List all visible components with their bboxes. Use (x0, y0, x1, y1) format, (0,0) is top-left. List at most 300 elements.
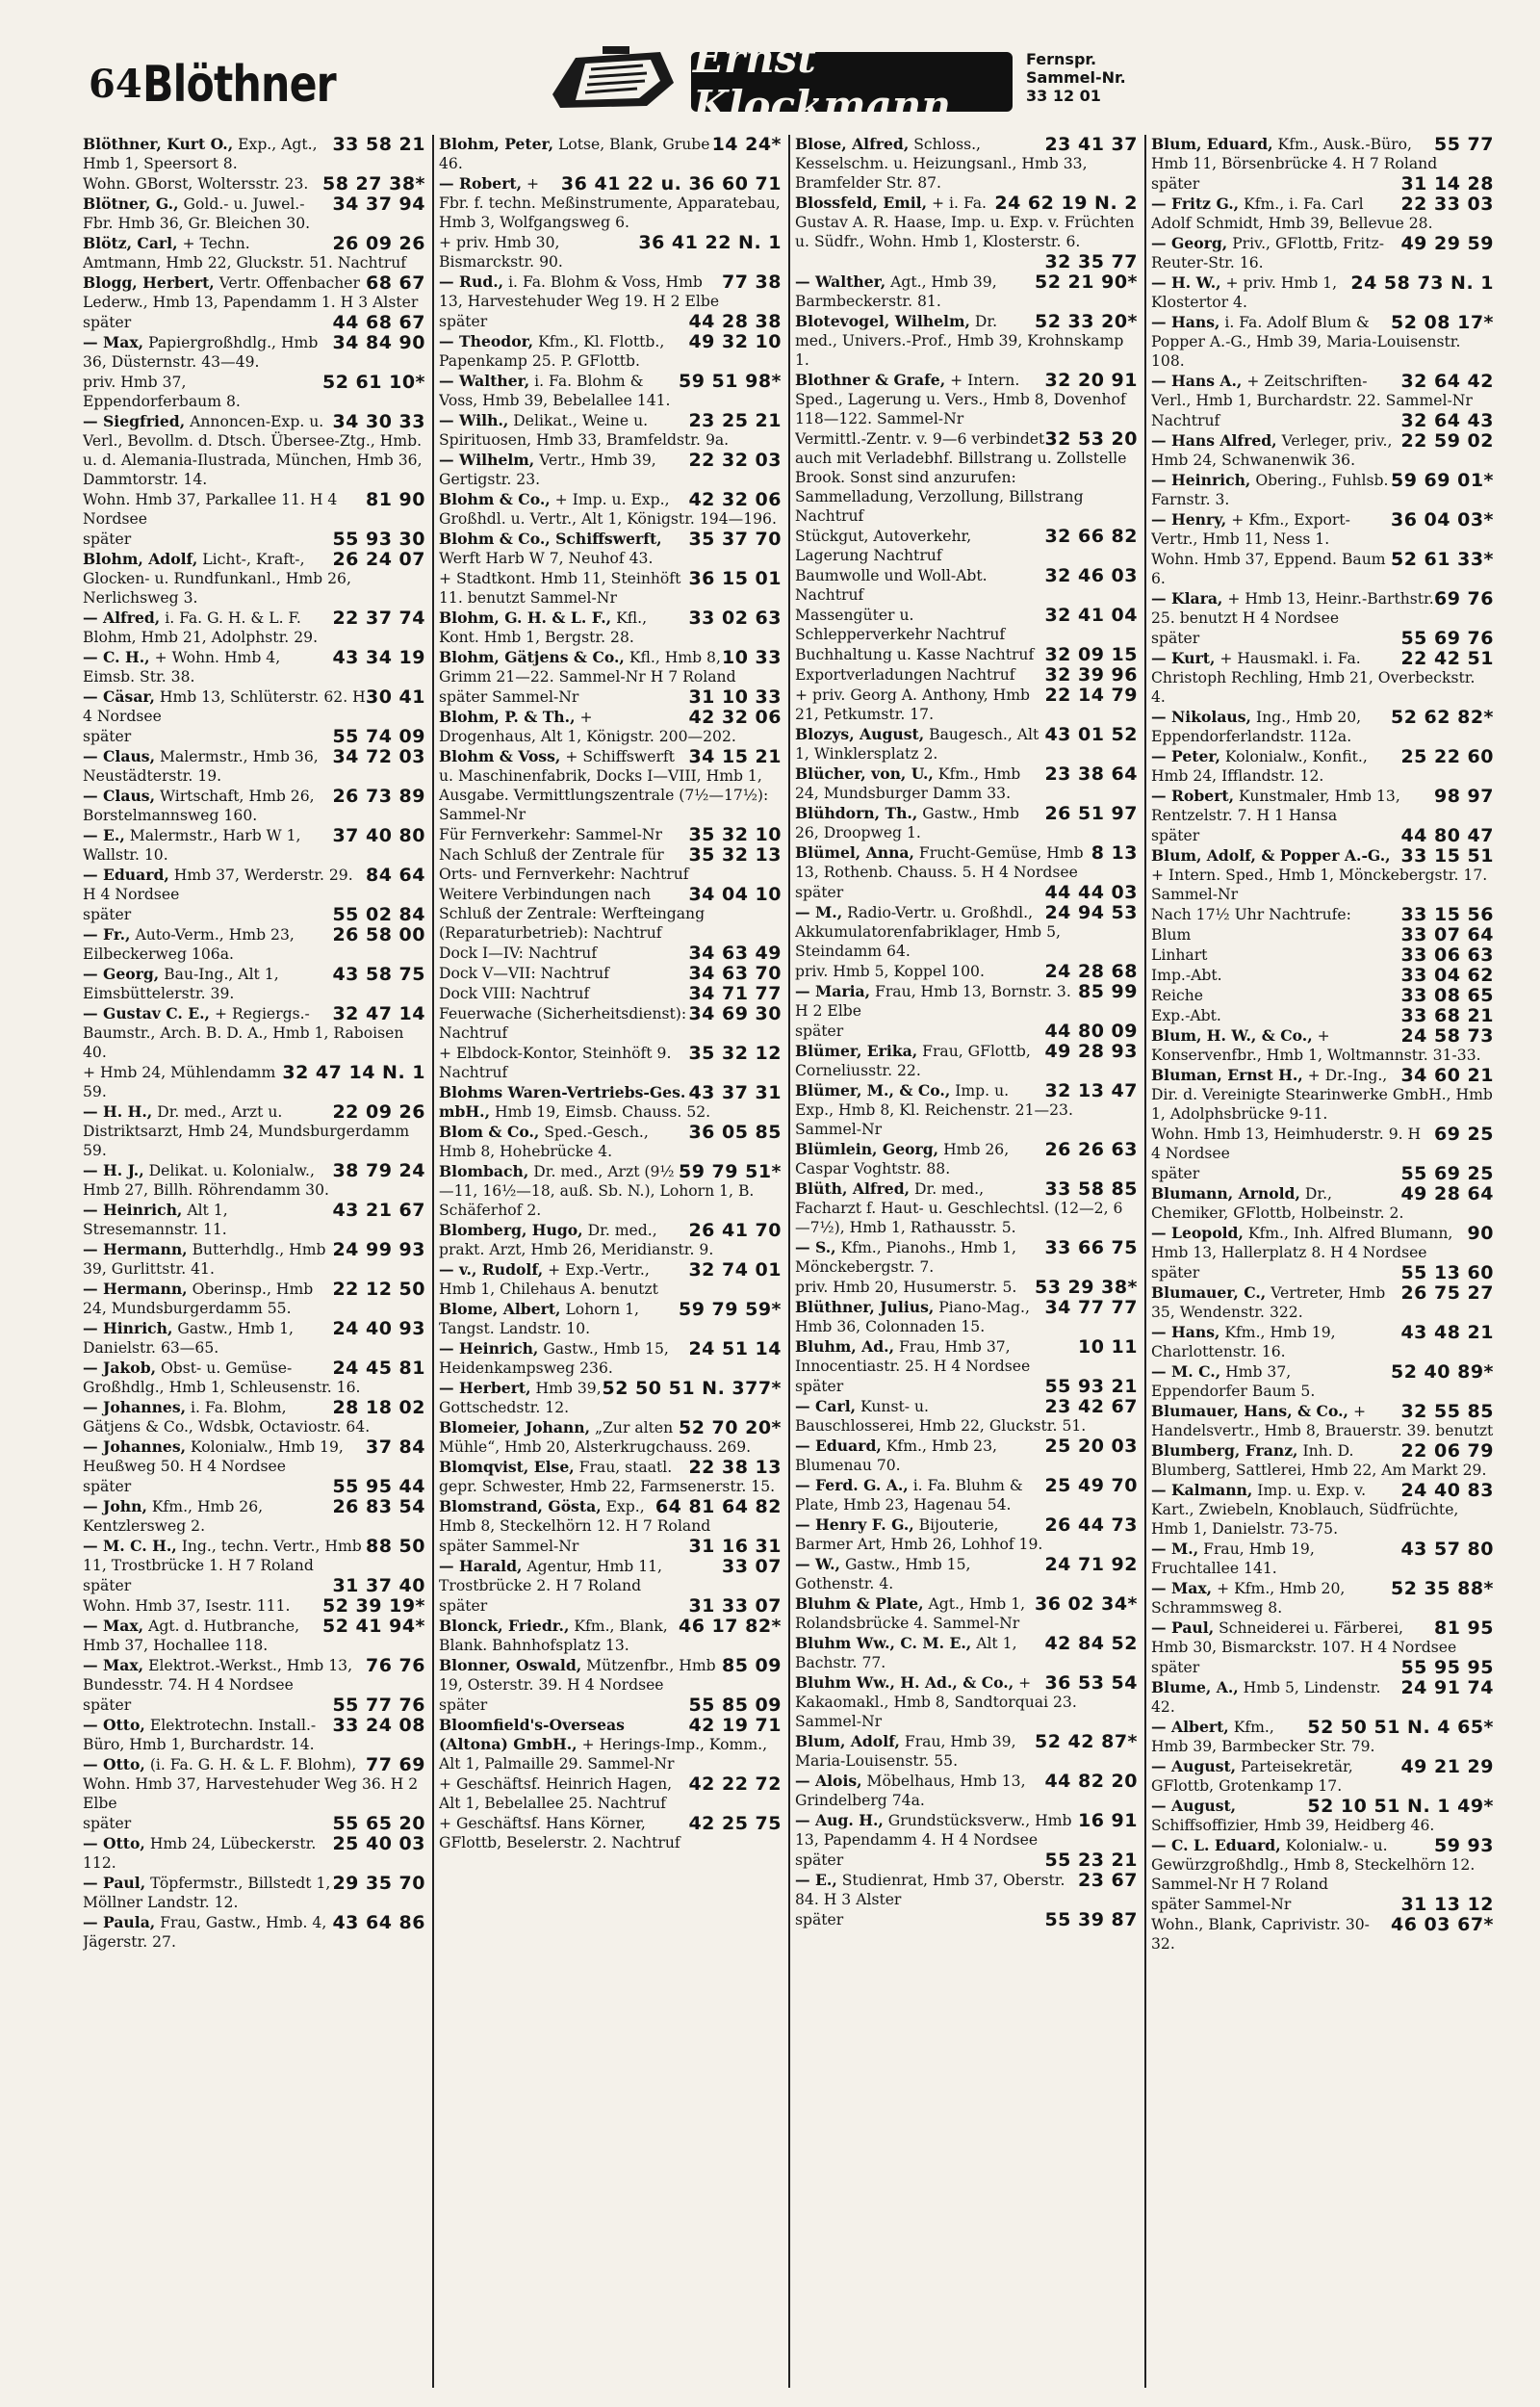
directory-entry (795, 1851, 1138, 1870)
entry-details: + Schiffswerft u. Maschinenfabrik, Docks I—VIII, Hmb 1, Ausgabe. Vermittlungszentrale (7½—17½): Sammel-Nr (439, 748, 769, 823)
directory-entry (439, 1596, 782, 1616)
directory-entry (1151, 1836, 1494, 1894)
phone-number: 36 05 85 (688, 1122, 782, 1143)
phone-number: 26 58 00 (332, 924, 425, 945)
phone-number: 30 41 (366, 686, 425, 708)
phone-number: 44 82 20 (1044, 1771, 1138, 1792)
phone-number: 49 28 64 (1400, 1183, 1494, 1204)
phone-number: 35 32 12 (688, 1043, 782, 1064)
entry-details: Papiergroßhdlg., Hmb 36, Düsternstr. 43—49. (83, 334, 319, 371)
entry-name: — Georg, (1151, 234, 1228, 252)
phone-number: 25 49 70 (1044, 1475, 1138, 1496)
phone-number: 55 65 20 (332, 1813, 425, 1834)
entry-name: — Heinrich, (83, 1201, 183, 1219)
phone-number: 43 58 75 (332, 964, 425, 985)
entry-details: Inh. D. Blumberg, Sattlerei, Hmb 22, Am Markt 29. (1151, 1442, 1487, 1479)
entry-details: Kolonialw., Hmb 19, Heußweg 50. H 4 Nordsee (83, 1438, 344, 1475)
phone-number: 52 41 94* (322, 1616, 425, 1637)
entry-name: — Hans, (1151, 1323, 1220, 1341)
directory-entry (795, 1397, 1138, 1436)
entry-name: Blothner & Grafe, (795, 371, 946, 389)
phone-number: 26 51 97 (1044, 803, 1138, 824)
entry-details: Kfm., Pianohs., Hmb 1, Mönckebergstr. 7. (795, 1239, 1016, 1276)
phone-number: 32 47 14 N. 1 (282, 1062, 425, 1083)
phone-number: 32 47 14 (332, 1003, 425, 1024)
ad-phone-number: 33 12 01 (1026, 87, 1101, 105)
directory-entry (1151, 273, 1494, 312)
entry-name: — Nikolaus, (1151, 708, 1251, 726)
entry-details: Hmb 26, Caspar Voghtstr. 88. (795, 1141, 1010, 1178)
directory-entry (795, 982, 1138, 1021)
phone-number: 34 77 77 (1044, 1297, 1138, 1318)
directory-entry (1151, 945, 1494, 965)
phone-number: 52 08 17* (1391, 312, 1494, 333)
phone-number: 24 58 73 N. 1 (1350, 272, 1494, 294)
phone-number: 43 48 21 (1400, 1322, 1494, 1343)
entry-name: — Johannes, (83, 1398, 187, 1416)
directory-entry (1151, 925, 1494, 945)
phone-number: 33 06 63 (1400, 945, 1494, 966)
directory-entry (83, 412, 425, 489)
directory-entry (439, 687, 782, 707)
directory-entry (83, 234, 425, 272)
directory-entry (83, 135, 425, 173)
phone-number: 34 63 70 (688, 963, 782, 984)
phone-number: 34 63 49 (688, 943, 782, 964)
entry-details: + Hmb 13, Heinr.-Barthstr. 25. benutzt H 4 Nordsee (1151, 590, 1434, 627)
directory-entry (795, 1871, 1138, 1909)
directory-entry (1151, 649, 1494, 707)
phone-number: 31 13 12 (1400, 1894, 1494, 1915)
entry-name: — M. C. H., (83, 1537, 177, 1555)
directory-entry (1151, 1678, 1494, 1717)
entry-name: Blohm, G. H. & L. F., (439, 608, 612, 627)
directory-entry (1151, 550, 1494, 588)
entry-name: — Claus, (83, 787, 156, 805)
directory-entry (795, 252, 1138, 272)
directory-entry (439, 411, 782, 450)
entry-name: — Herbert, (439, 1379, 531, 1397)
entry-name: Blühdorn, Th., (795, 804, 918, 822)
directory-entry (83, 826, 425, 865)
entry-details: Kfm., Hmb 24, Mundsburger Damm 33. (795, 765, 1021, 802)
entry-details: Exp.-Abt. (1151, 1007, 1221, 1024)
page-number: 64 (89, 62, 142, 107)
directory-entry (439, 1004, 782, 1043)
entry-name: Blomberg, Hugo, (439, 1221, 583, 1239)
phone-number: 55 93 30 (332, 529, 425, 550)
entry-details: später (439, 313, 488, 330)
entry-details: Massengüter u. Schlepperverkehr Nachtruf (795, 607, 1006, 643)
entry-name: — Cäsar, (83, 687, 155, 706)
entry-name: Blomstrand, Gösta, (439, 1497, 602, 1515)
entry-name: — M., (795, 903, 843, 921)
phone-number: 55 39 87 (1044, 1909, 1138, 1930)
entry-details: Lohorn 1, Tangst. Landstr. 10. (439, 1301, 639, 1337)
directory-entry (83, 1004, 425, 1062)
entry-details: Exp., Agt., Hmb 1, Speersort 8. (83, 136, 318, 172)
phone-number: 68 67 (366, 272, 425, 294)
entry-details: Baumwolle und Woll-Abt. Nachtruf (795, 567, 988, 604)
directory-entry (83, 1102, 425, 1160)
entry-details: Ing., Hmb 20, Eppendorferlandstr. 112a. (1151, 709, 1362, 745)
entry-details: + Geschäftsf. Heinrich Hagen, Alt 1, Bebelallee 25. Nachtruf (439, 1775, 673, 1812)
entry-name: — August, (1151, 1757, 1237, 1775)
directory-entry (83, 905, 425, 924)
directory-entry (439, 312, 782, 331)
directory-entry (1151, 1125, 1494, 1163)
directory-entry (83, 174, 425, 194)
entry-details: Priv., GFlottb, Fritz-Reuter-Str. 16. (1151, 235, 1385, 272)
entry-details: + priv. Hmb 1, Klostertor 4. (1151, 274, 1338, 311)
directory-entry (439, 135, 782, 173)
phone-number: 44 80 47 (1400, 825, 1494, 846)
entry-name: Bluman, Ernst H., (1151, 1066, 1303, 1084)
directory-entry (795, 1337, 1138, 1376)
entry-details: „Zur alten Mühle“, Hmb 20, Alsterkrugchauss. 269. (439, 1419, 752, 1456)
directory-entry (795, 1515, 1138, 1554)
directory-entry (439, 530, 782, 568)
entry-name: — Heinrich, (439, 1339, 539, 1358)
entry-details: Frau, Hmb 13, Bornstr. 3. H 2 Elbe (795, 983, 1071, 1020)
entry-name: — Hinrich, (83, 1319, 173, 1337)
phone-number: 64 81 64 82 (654, 1496, 782, 1517)
entry-details: Dr., Chemiker, GFlottb, Holbeinstr. 2. (1151, 1185, 1404, 1222)
entry-name: Blum, Eduard, (1151, 135, 1273, 153)
directory-entry (795, 764, 1138, 803)
entry-details: später (83, 314, 132, 331)
column-2 (439, 135, 782, 2388)
entry-details: Hmb 24, Lübeckerstr. 112. (83, 1835, 317, 1872)
entry-name: — Robert, (439, 174, 523, 193)
entry-details: Wohn., Blank, Caprivistr. 30-32. (1151, 1916, 1370, 1953)
ad-phone-label: Fernspr. (1026, 50, 1097, 68)
entry-details: Agentur, Hmb 11, Trostbrücke 2. H 7 Roland (439, 1558, 663, 1594)
entry-name: — M. C., (1151, 1362, 1221, 1381)
phone-number: 32 55 85 (1400, 1401, 1494, 1422)
phone-number: 58 27 38* (322, 173, 425, 194)
phone-number: 85 09 (722, 1655, 782, 1676)
phone-number: 43 21 67 (332, 1200, 425, 1221)
phone-number: 22 59 02 (1400, 430, 1494, 452)
entry-name: — W., (795, 1555, 840, 1573)
directory-entry (1151, 708, 1494, 746)
entry-details: + Exp.-Vertr., Hmb 1, Chilehaus A. benutzt (439, 1261, 658, 1298)
directory-entry (795, 804, 1138, 842)
entry-name: Blonck, Friedr., (439, 1617, 570, 1635)
phone-number: 26 41 70 (688, 1220, 782, 1241)
entry-name: — Max, (83, 1656, 144, 1674)
directory-entry (83, 273, 425, 312)
phone-number: 52 10 51 N. 1 49* (1307, 1796, 1494, 1817)
phone-number: 31 10 33 (688, 686, 782, 708)
directory-columns (83, 135, 1527, 2388)
entry-details: später Sammel-Nr (439, 1538, 579, 1555)
phone-number: 33 66 75 (1044, 1237, 1138, 1258)
entry-details: Studienrat, Hmb 37, Oberstr. 84. H 3 Alster (795, 1872, 1065, 1908)
entry-name: — Robert, (1151, 787, 1235, 805)
entry-details: Stückgut, Autoverkehr, Lagerung Nachtruf (795, 528, 972, 564)
phone-number: 33 24 08 (332, 1715, 425, 1736)
entry-details: Nach 17½ Uhr Nachtrufe: (1151, 906, 1351, 923)
entry-name: — H. H., (83, 1102, 153, 1121)
directory-entry (795, 371, 1138, 428)
entry-name: Blozys, August, (795, 725, 925, 743)
phone-number: 55 23 21 (1044, 1850, 1138, 1871)
entry-name: — E., (83, 826, 125, 844)
entry-details: Hmb 19, Eimsb. Chauss. 52. (494, 1103, 711, 1121)
entry-name: Blumann, Arnold, (1151, 1184, 1300, 1203)
entry-name: Blome, Albert, (439, 1300, 561, 1318)
entry-details: + Dr.-Ing., Dir. d. Vereinigte Stearinwerke GmbH., Hmb 1, Adolphsbrücke 9-11. (1151, 1067, 1493, 1123)
entry-details: Kunst- u. Bauschlosserei, Hmb 22, Gluckstr. 51. (795, 1398, 1087, 1435)
entry-name: Blumauer, C., (1151, 1283, 1267, 1302)
phone-number: 22 38 13 (688, 1457, 782, 1478)
entry-name: — Paul, (1151, 1618, 1215, 1637)
phone-number: 25 22 60 (1400, 746, 1494, 767)
directory-entry (795, 686, 1138, 724)
entry-name: — H. J., (83, 1161, 144, 1179)
phone-number: 24 45 81 (332, 1358, 425, 1379)
phone-number: 43 34 19 (332, 647, 425, 668)
entry-name: Bluhm & Plate, (795, 1594, 924, 1613)
entry-name: — Theodor, (439, 332, 534, 350)
directory-entry (795, 135, 1138, 193)
directory-entry (83, 1617, 425, 1655)
entry-details: später Sammel-Nr (439, 688, 579, 706)
phone-number: 26 75 27 (1400, 1282, 1494, 1304)
directory-entry (83, 1437, 425, 1476)
phone-number: 33 04 62 (1400, 965, 1494, 986)
entry-details: Vertr. Offenbacher Lederw., Hmb 13, Papendamm 1. H 3 Alster (83, 274, 419, 311)
phone-number: 46 17 82* (679, 1616, 782, 1637)
entry-name: Blötz, Carl, (83, 234, 178, 252)
entry-name: — Leopold, (1151, 1224, 1244, 1242)
entry-name: Blum, Adolf, & Popper A.-G., (1151, 846, 1391, 865)
phone-number: 52 42 87* (1035, 1731, 1138, 1752)
entry-name: — Gustav C. E., (83, 1004, 210, 1022)
entry-details: + Zeitschriften-Verl., Hmb 1, Burchardstr. 22. Sammel-Nr (1151, 373, 1473, 409)
entry-name: Blohm, Adolf, (83, 550, 198, 568)
entry-details: Gastw., Hmb 15, Gothenstr. 4. (795, 1556, 971, 1592)
entry-details: Auto-Verm., Hmb 23, Eilbeckerweg 106a. (83, 926, 295, 963)
directory-entry (1151, 1757, 1494, 1796)
phone-number: 34 60 21 (1400, 1065, 1494, 1086)
directory-entry (1151, 589, 1494, 628)
phone-number: 81 95 (1434, 1618, 1494, 1639)
entry-details: später (1151, 1659, 1200, 1676)
phone-number: 59 79 59* (679, 1299, 782, 1320)
directory-entry (795, 903, 1138, 961)
phone-number: 52 62 82* (1391, 707, 1494, 728)
entry-details: Hmb 39, Gottschedstr. 12. (439, 1380, 602, 1416)
entry-details: später (83, 1478, 132, 1495)
phone-number: 22 06 79 (1400, 1440, 1494, 1462)
directory-entry (1151, 1184, 1494, 1223)
entry-name: — August, (1151, 1797, 1237, 1815)
directory-entry (439, 1162, 782, 1220)
entry-name: Blüthner, Julius, (795, 1298, 935, 1316)
phone-number: 25 20 03 (1044, 1436, 1138, 1457)
entry-details: + Hausmakl. i. Fa. Christoph Rechling, Hmb 21, Overbeckstr. 4. (1151, 650, 1476, 706)
entry-name: — Max, (1151, 1579, 1213, 1597)
entry-name: — Hermann, (83, 1280, 188, 1298)
directory-entry (795, 1634, 1138, 1672)
entry-name: Blohm & Co., (439, 490, 551, 508)
directory-entry (795, 1238, 1138, 1277)
entry-name: Blümel, Anna, (795, 843, 914, 862)
entry-details: später (1151, 630, 1200, 647)
entry-details: Dr. med., Facharzt f. Haut- u. Geschlechtsl. (12—2, 6—7½), Hmb 1, Rathausstr. 5. (795, 1180, 1123, 1236)
phone-number: 43 64 86 (332, 1912, 425, 1933)
phone-number: 32 64 43 (1400, 410, 1494, 431)
entry-details: Licht-, Kraft-, Glocken- u. Rundfunkanl., Hmb 26, Nerlichsweg 3. (83, 551, 351, 607)
entry-details: Obst- u. Gemüse-Großhdlg., Hmb 1, Schleusenstr. 16. (83, 1359, 361, 1396)
entry-details: Grundstücksverw., Hmb 13, Papendamm 4. H 4 Nordsee (795, 1812, 1072, 1849)
entry-details: Frau, Hmb 39, Maria-Louisenstr. 55. (795, 1733, 1016, 1770)
entry-name: — Peter, (1151, 747, 1220, 765)
entry-name: Blogg, Herbert, (83, 273, 215, 292)
directory-entry (439, 372, 782, 410)
directory-entry (1151, 1579, 1494, 1618)
entry-name: — Kalmann, (1151, 1481, 1253, 1499)
directory-entry (795, 1476, 1138, 1514)
directory-entry (1151, 1618, 1494, 1657)
phone-number: 98 97 (1434, 786, 1494, 807)
entry-details: Blum (1151, 926, 1192, 944)
directory-entry (795, 1673, 1138, 1731)
phone-number: 24 62 19 N. 2 (994, 193, 1138, 214)
directory-entry (1151, 629, 1494, 648)
entry-name: Blum, H. W., & Co., (1151, 1026, 1313, 1045)
phone-number: 35 32 10 (688, 824, 782, 845)
entry-details: i. Fa. Blohm & Voss, Hmb 13, Harvestehuder Weg 19. H 2 Elbe (439, 273, 720, 310)
entry-details: Oberinsp., Hmb 24, Mundsburgerdamm 55. (83, 1281, 314, 1317)
directory-entry (83, 648, 425, 686)
directory-entry (1151, 194, 1494, 233)
directory-entry (795, 1022, 1138, 1041)
entry-details: später (83, 1815, 132, 1832)
directory-entry (795, 1910, 1138, 1929)
directory-entry (439, 332, 782, 371)
entry-name: — Jakob, (83, 1359, 157, 1377)
entry-name: — E., (795, 1871, 837, 1889)
entry-details: später (83, 1577, 132, 1594)
entry-name: Blomeier, Johann, (439, 1418, 591, 1436)
column-divider (1144, 135, 1146, 2388)
phone-number: 88 50 (366, 1536, 425, 1557)
directory-entry (439, 1418, 782, 1457)
directory-entry (83, 787, 425, 825)
entry-details: i. Fa. Bluhm & Plate, Hmb 23, Hagenau 54. (795, 1477, 1023, 1514)
entry-details: + Fbr. f. techn. Meßinstrumente, Apparatebau, Hmb 3, Wolfgangsweg 6. (439, 175, 781, 231)
entry-details: Nachtruf (1151, 412, 1220, 429)
phone-number: 55 95 44 (332, 1476, 425, 1497)
phone-number: 24 71 92 (1044, 1554, 1138, 1575)
phone-number: 31 14 28 (1400, 173, 1494, 194)
entry-name: — Walther, (795, 272, 886, 291)
entry-name: — Max, (83, 333, 144, 351)
entry-name: — v., Rudolf, (439, 1260, 544, 1279)
entry-details: Vertr., Hmb 39, Gertigstr. 23. (439, 452, 656, 488)
directory-entry (439, 569, 782, 608)
phone-number: 23 67 (1078, 1870, 1138, 1891)
entry-details: Lotse, Blank, Grube 46. (439, 136, 710, 172)
entry-details: Kfm., Hmb 39, Barmbecker Str. 79. (1151, 1719, 1375, 1755)
entry-name: Blümer, M., & Co., (795, 1081, 951, 1100)
phone-number: 37 84 (366, 1436, 425, 1458)
directory-entry (439, 845, 782, 884)
entry-details: Wohn. Hmb 37, Isestr. 111. (83, 1597, 291, 1615)
directory-entry (439, 1774, 782, 1813)
directory-entry (83, 1477, 425, 1496)
directory-entry (439, 964, 782, 983)
entry-details: + Regiergs.-Baumstr., Arch. B. D. A., Hmb 1, Raboisen 40. (83, 1005, 404, 1061)
directory-entry (83, 490, 425, 529)
entry-name: Blume, A., (1151, 1678, 1239, 1696)
entry-name: Bluhm, Ad., (795, 1337, 894, 1356)
entry-details: Schloss., Kesselschm. u. Heizungsanl., Hmb 33, Bramfelder Str. 87. (795, 136, 1088, 192)
directory-entry (795, 665, 1138, 685)
entry-details: später (439, 1597, 488, 1615)
phone-number: 44 28 38 (688, 311, 782, 332)
phone-number: 43 57 80 (1400, 1539, 1494, 1560)
directory-entry (1151, 826, 1494, 845)
entry-details: + Konservenfbr., Hmb 1, Woltmannstr. 31-33. (1151, 1027, 1481, 1064)
directory-entry (83, 1497, 425, 1536)
entry-details: + Intern. Sped., Lagerung u. Vers., Hmb 8, Dovenhof 118—122. Sammel-Nr (795, 372, 1126, 427)
phone-number: 81 90 (366, 489, 425, 510)
entry-name: — Hans A., (1151, 372, 1243, 390)
entry-details: Dock V—VII: Nachtruf (439, 965, 609, 982)
entry-name: — C. L. Eduard, (1151, 1836, 1281, 1854)
entry-name: — C. H., (83, 648, 150, 666)
entry-details: Delikat. u. Kolonialw., Hmb 27, Billh. Röhrendamm 30. (83, 1162, 329, 1199)
entry-name: — Otto, (83, 1755, 145, 1773)
entry-details: später Sammel-Nr (1151, 1896, 1292, 1913)
phone-number: 23 38 64 (1044, 764, 1138, 785)
entry-details: priv. Hmb 20, Husumerstr. 5. (795, 1279, 1017, 1296)
phone-number: 44 68 67 (332, 312, 425, 333)
entry-name: — Paul, (83, 1874, 146, 1892)
directory-entry (795, 725, 1138, 764)
phone-number: 23 41 37 (1044, 135, 1138, 155)
directory-entry (1151, 747, 1494, 786)
phone-number: 32 66 82 (1044, 526, 1138, 547)
entry-details: Frau, Hmb 37, Innocentiastr. 25. H 4 Nordsee (795, 1338, 1031, 1375)
entry-details: Linhart (1151, 946, 1208, 964)
directory-entry (439, 885, 782, 943)
phone-number: 31 33 07 (688, 1595, 782, 1617)
directory-entry (795, 1140, 1138, 1178)
entry-details: Frau, GFlottb, Corneliusstr. 22. (795, 1043, 1031, 1079)
directory-entry (83, 1576, 425, 1595)
entry-name: — Otto, (83, 1716, 145, 1734)
phone-number: 49 28 93 (1044, 1041, 1138, 1062)
entry-name: Blonner, Oswald, (439, 1656, 582, 1674)
phone-number: 85 99 (1078, 981, 1138, 1002)
entry-details: Frau, Hmb 19, Fruchtallee 141. (1151, 1540, 1315, 1577)
column-4 (1151, 135, 1494, 2388)
entry-details: später (83, 531, 132, 548)
entry-details: Kfm., Inh. Alfred Blumann, Hmb 13, Hallerplatz 8. H 4 Nordsee (1151, 1225, 1453, 1261)
phone-number: 36 04 03* (1391, 509, 1494, 531)
phone-number: 55 69 25 (1400, 1163, 1494, 1184)
entry-name: — Otto, (83, 1834, 145, 1852)
directory-entry (1151, 1441, 1494, 1480)
phone-number: 26 73 89 (332, 786, 425, 807)
entry-details: + Herings-Imp., Komm., Alt 1, Palmaille 29. Sammel-Nr (439, 1736, 768, 1773)
